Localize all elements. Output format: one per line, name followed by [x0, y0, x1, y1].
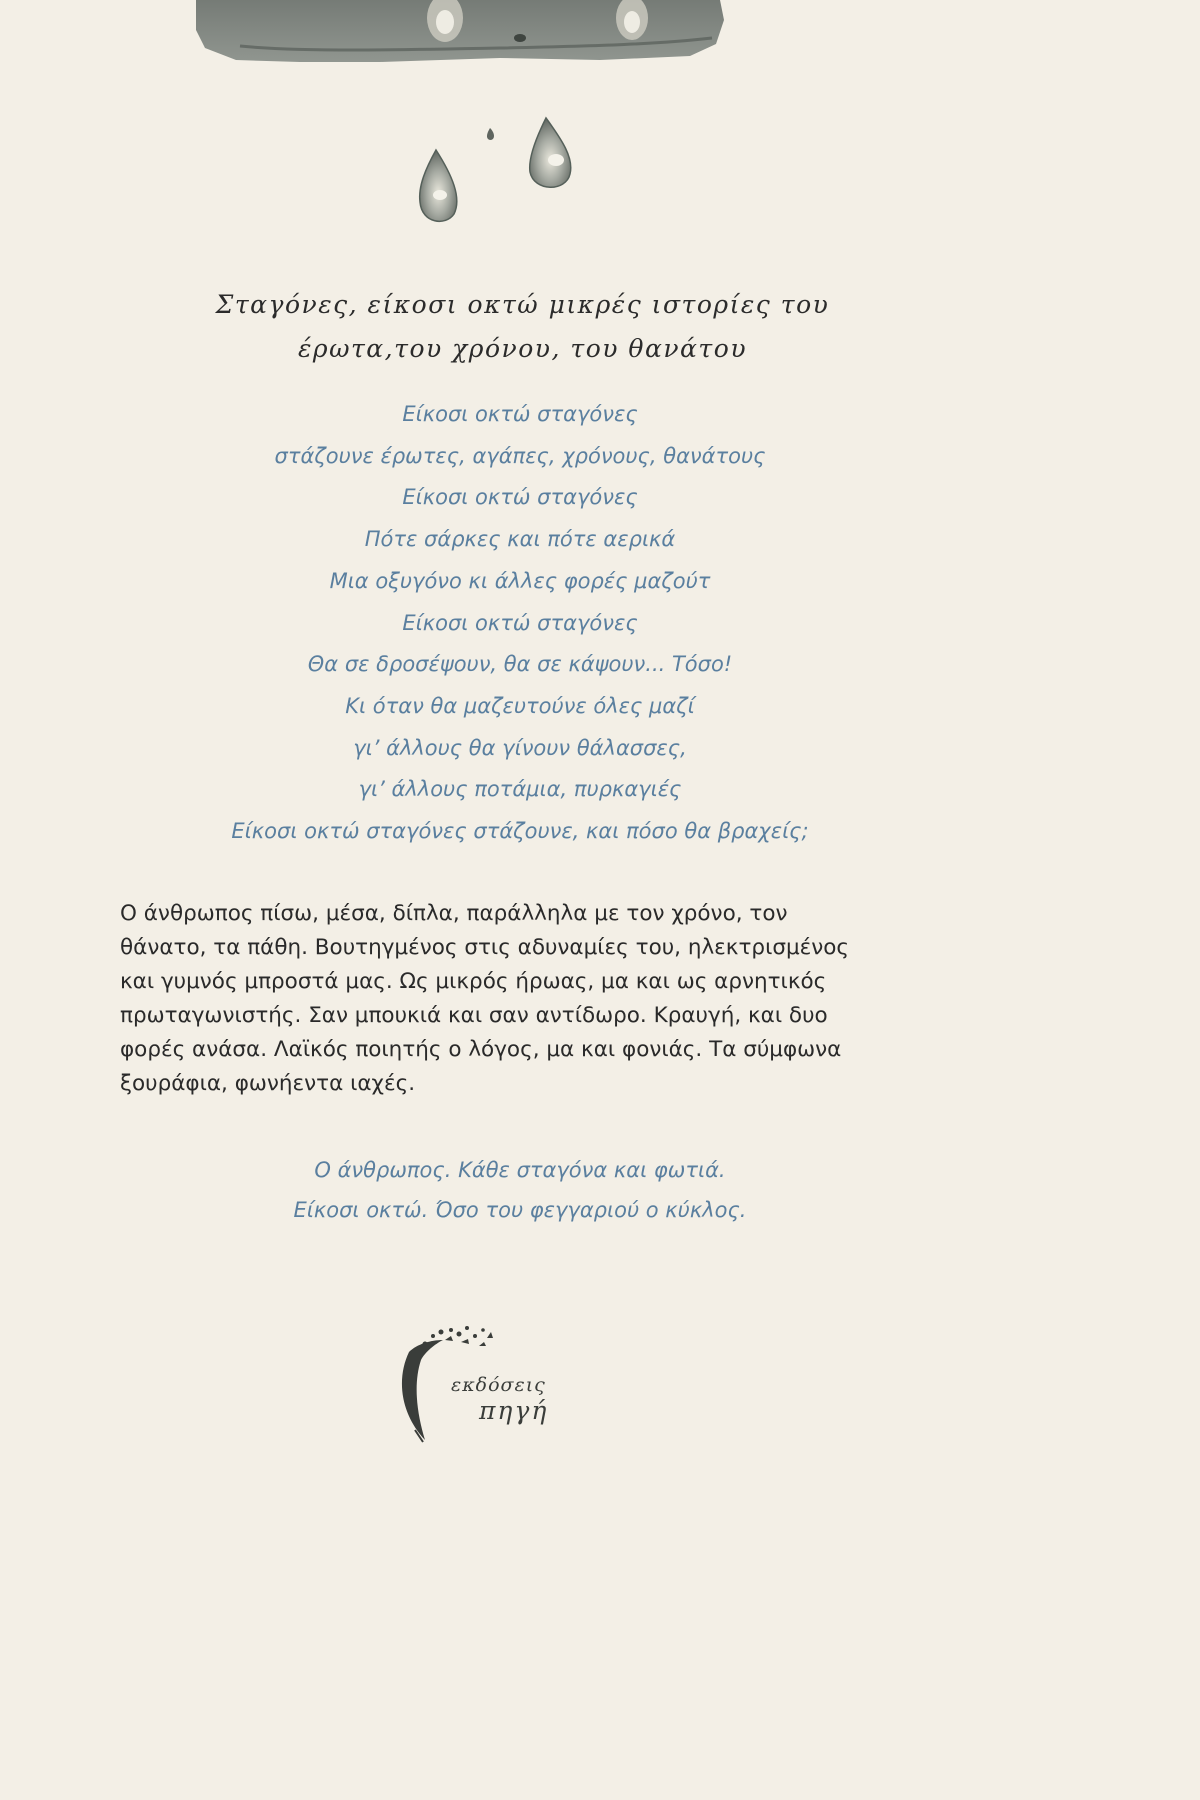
cloud-shape — [196, 0, 724, 62]
closing-lines — [120, 1150, 920, 1230]
publisher-name-top: εκδόσεις — [451, 1374, 546, 1396]
poem-line: Μια οξυγόνο κι άλλες φορές μαζούτ — [329, 568, 711, 593]
prose-line: και γυμνός μπροστά μας. Ως μικρός ήρωας, μα και ως αρνητικός — [120, 969, 827, 994]
prose-line: θάνατο, τα πάθη. Βουτηγμένος στις αδυναμίες του, ηλεκτρισμένος — [120, 935, 850, 960]
subtitle-line-1: Σταγόνες, είκοσι οκτώ μικρές ιστορίες του — [215, 290, 830, 319]
description-paragraph — [120, 897, 920, 1101]
poem-line: γι’ άλλους ποτάμια, πυρκαγιές — [358, 777, 682, 802]
poem-line: Είκοσι οκτώ σταγόνες στάζουνε, και πόσο θα βραχείς; — [231, 819, 809, 844]
drop-small — [487, 128, 494, 140]
drop-left — [420, 150, 457, 221]
drop-right — [530, 118, 571, 187]
publisher-name-bottom: πηγή — [479, 1396, 549, 1425]
poem-line: Είκοσι οκτώ σταγόνες — [402, 610, 638, 635]
prose-line: ξουράφια, φωνήεντα ιαχές. — [120, 1071, 416, 1096]
rain-cloud-illustration — [0, 0, 1045, 230]
publisher-logo — [395, 1322, 595, 1452]
poem — [120, 394, 920, 853]
prose-line: πρωταγωνιστής. Σαν μπουκιά και σαν αντίδωρο. Κραυγή, και δυο — [120, 1003, 828, 1028]
prose-line: Ο άνθρωπος πίσω, μέσα, δίπλα, παράλληλα με τον χρόνο, τον — [120, 901, 788, 926]
book-subtitle — [140, 283, 905, 371]
closing-line: Ο άνθρωπος. Κάθε σταγόνα και φωτιά. — [314, 1158, 726, 1182]
poem-line: Είκοσι οκτώ σταγόνες — [402, 402, 638, 426]
prose-line: φορές ανάσα. Λαϊκός ποιητής ο λόγος, μα και φονιάς. Τα σύμφωνα — [120, 1037, 842, 1062]
subtitle-line-2: έρωτα,του χρόνου, του θανάτου — [297, 334, 748, 363]
closing-line: Είκοσι οκτώ. Όσο του φεγγαριού ο κύκλος. — [293, 1198, 747, 1222]
poem-line: Πότε σάρκες και πότε αερικά — [364, 527, 676, 552]
poem-line: Κι όταν θα μαζευτούνε όλες μαζί — [345, 693, 695, 718]
poem-line: Θα σε δροσέψουν, θα σε κάψουν... Τόσο! — [307, 652, 733, 677]
poem-line: στάζουνε έρωτες, αγάπες, χρόνους, θανάτους — [274, 443, 766, 468]
poem-line: Είκοσι οκτώ σταγόνες — [402, 485, 638, 510]
poem-line: γι’ άλλους θα γίνουν θάλασσες, — [353, 735, 687, 760]
